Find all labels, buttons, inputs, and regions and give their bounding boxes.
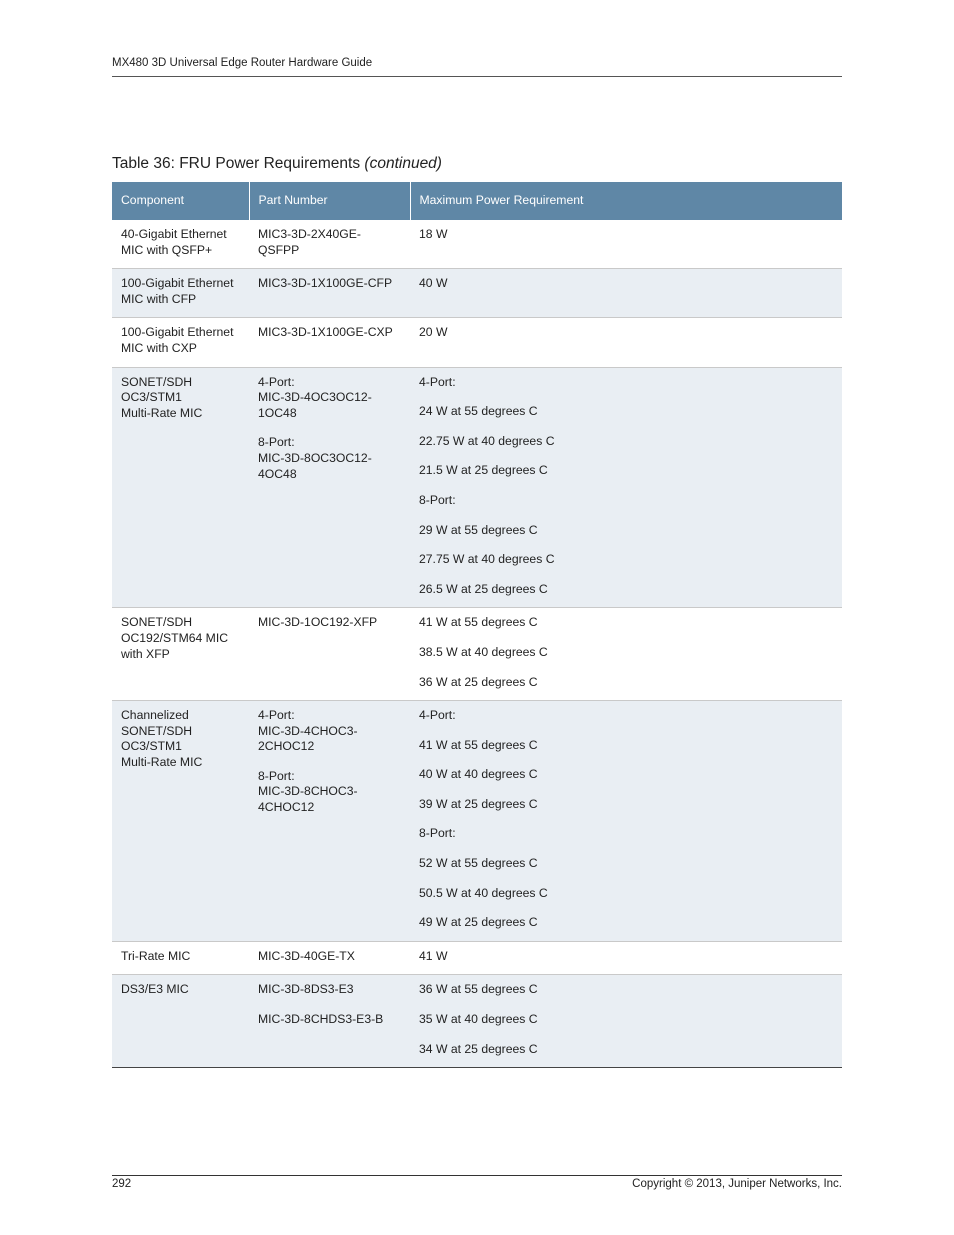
component-cell	[112, 975, 249, 1068]
table-row	[112, 220, 842, 269]
page-number: 292	[112, 1178, 132, 1190]
part-number-cell	[249, 318, 410, 367]
max-power-cell	[410, 701, 842, 942]
component-name-line: DS3/E3 MIC	[121, 982, 189, 997]
power-value-line: 34 W at 25 degrees C	[419, 1041, 538, 1056]
max-power-cell	[410, 608, 842, 701]
power-value-line: 18 W	[419, 227, 448, 241]
component-name-line: SONET/SDH	[121, 374, 193, 389]
table-header-row	[112, 182, 842, 220]
part-number-line: MIC-3D-8CHDS3-E3-B	[258, 1012, 384, 1027]
component-name-line: SONET/SDH	[121, 615, 193, 630]
column-header-part-number: Part Number	[249, 182, 410, 220]
power-value-line: 41 W at 55 degrees C	[419, 615, 538, 630]
part-number-line: MIC3-3D-1X100GE-CXP	[258, 325, 393, 340]
table-title-text: Table 36: FRU Power Requirements	[112, 155, 361, 172]
power-value-line: 8-Port:	[419, 826, 456, 841]
fru-power-table	[112, 182, 842, 1068]
column-header-component: Component	[112, 182, 249, 220]
power-value-line: 22.75 W at 40 degrees C	[419, 433, 555, 448]
power-value-line: 24 W at 55 degrees C	[419, 404, 538, 419]
part-number-cell	[249, 608, 410, 701]
power-value-line: 52 W at 55 degrees C	[419, 856, 538, 871]
power-value-line: 20 W	[419, 325, 448, 340]
table-row	[112, 975, 842, 1068]
part-number-line: MIC-3D-8CHOC3-4CHOC12	[258, 784, 358, 815]
part-number-group	[258, 769, 401, 816]
component-name-line: Tri-Rate MIC	[121, 948, 191, 963]
part-number-line: 4-Port:	[258, 708, 295, 723]
part-number-line: MIC3-3D-2X40GE-QSFPP	[258, 227, 361, 257]
part-number-cell	[249, 367, 410, 608]
power-value-line: 4-Port:	[419, 374, 456, 389]
power-value-line: 21.5 W at 25 degrees C	[419, 463, 548, 478]
component-name-line: MIC with CFP	[121, 291, 197, 306]
power-value-line: 50.5 W at 40 degrees C	[419, 885, 548, 900]
component-cell	[112, 318, 249, 367]
component-name-line: Multi-Rate MIC	[121, 754, 203, 769]
part-number-group	[258, 276, 401, 292]
part-number-group	[258, 435, 401, 482]
part-number-group	[258, 615, 401, 631]
table-row	[112, 318, 842, 367]
part-number-line: MIC-3D-40GE-TX	[258, 948, 355, 963]
component-name-line: 100-Gigabit Ethernet	[121, 325, 234, 340]
max-power-cell	[410, 367, 842, 608]
part-number-group	[258, 375, 401, 422]
component-name-line: 40-Gigabit Ethernet	[121, 227, 227, 241]
part-number-group	[258, 708, 401, 755]
max-power-cell	[410, 220, 842, 269]
max-power-cell	[410, 269, 842, 318]
table-title	[112, 155, 442, 173]
component-cell	[112, 701, 249, 942]
part-number-line: 8-Port:	[258, 435, 295, 450]
max-power-cell	[410, 318, 842, 367]
part-number-line: MIC3-3D-1X100GE-CFP	[258, 276, 393, 291]
table-body	[112, 220, 842, 1068]
part-number-cell	[249, 975, 410, 1068]
component-cell	[112, 269, 249, 318]
power-value-line: 38.5 W at 40 degrees C	[419, 644, 548, 659]
component-cell	[112, 367, 249, 608]
part-number-line: MIC-3D-8OC3OC12-4OC48	[258, 450, 372, 481]
part-number-group	[258, 949, 401, 965]
component-name-line: 100-Gigabit Ethernet	[121, 276, 234, 291]
power-value-line: 36 W at 55 degrees C	[419, 982, 538, 997]
power-value-line: 27.75 W at 40 degrees C	[419, 552, 555, 567]
component-name-line: OC192/STM64 MIC	[121, 630, 229, 645]
part-number-cell	[249, 941, 410, 975]
power-value-line: 4-Port:	[419, 708, 456, 723]
part-number-line: MIC-3D-4CHOC3-2CHOC12	[258, 723, 358, 754]
column-header-max-power: Maximum Power Requirement	[410, 182, 842, 220]
power-value-line: 39 W at 25 degrees C	[419, 796, 538, 811]
power-value-line: 41 W	[419, 948, 448, 963]
part-number-group	[258, 325, 401, 341]
header-divider	[112, 76, 842, 77]
component-name-line: OC3/STM1	[121, 390, 182, 405]
copyright-notice: Copyright © 2013, Juniper Networks, Inc.	[632, 1178, 842, 1190]
table-row	[112, 608, 842, 701]
table-row	[112, 269, 842, 318]
component-name-line: with XFP	[121, 646, 170, 661]
component-cell	[112, 941, 249, 975]
component-name-line: OC3/STM1	[121, 739, 182, 754]
power-value-line: 41 W at 55 degrees C	[419, 737, 538, 752]
component-name-line: Channelized	[121, 708, 189, 723]
part-number-line: 8-Port:	[258, 768, 295, 783]
part-number-group	[258, 227, 401, 258]
power-value-line: 26.5 W at 25 degrees C	[419, 581, 548, 596]
power-value-line: 49 W at 25 degrees C	[419, 915, 538, 930]
part-number-line: MIC-3D-1OC192-XFP	[258, 615, 378, 630]
max-power-cell	[410, 941, 842, 975]
component-cell	[112, 220, 249, 269]
power-value-line: 40 W at 40 degrees C	[419, 767, 538, 782]
component-name-line: SONET/SDH	[121, 723, 193, 738]
component-name-line: Multi-Rate MIC	[121, 405, 203, 420]
part-number-group	[258, 1012, 401, 1028]
part-number-cell	[249, 701, 410, 942]
table-row	[112, 941, 842, 975]
power-value-line: 29 W at 55 degrees C	[419, 522, 538, 537]
table-title-suffix: (continued)	[364, 155, 442, 172]
table-row	[112, 367, 842, 608]
max-power-cell	[410, 975, 842, 1068]
part-number-cell	[249, 220, 410, 269]
part-number-line: 4-Port:	[258, 374, 295, 389]
component-cell	[112, 608, 249, 701]
power-value-line: 36 W at 25 degrees C	[419, 674, 538, 689]
footer-divider	[112, 1175, 842, 1176]
table-row	[112, 701, 842, 942]
part-number-line: MIC-3D-4OC3OC12-1OC48	[258, 390, 372, 420]
power-value-line: 40 W	[419, 276, 448, 291]
component-name-line: MIC with QSFP+	[121, 242, 213, 257]
part-number-line: MIC-3D-8DS3-E3	[258, 982, 354, 997]
part-number-cell	[249, 269, 410, 318]
running-header: MX480 3D Universal Edge Router Hardware Guide	[112, 57, 373, 69]
power-value-line: 8-Port:	[419, 492, 456, 507]
component-name-line: MIC with CXP	[121, 340, 197, 355]
power-value-line: 35 W at 40 degrees C	[419, 1012, 538, 1027]
part-number-group	[258, 982, 401, 998]
